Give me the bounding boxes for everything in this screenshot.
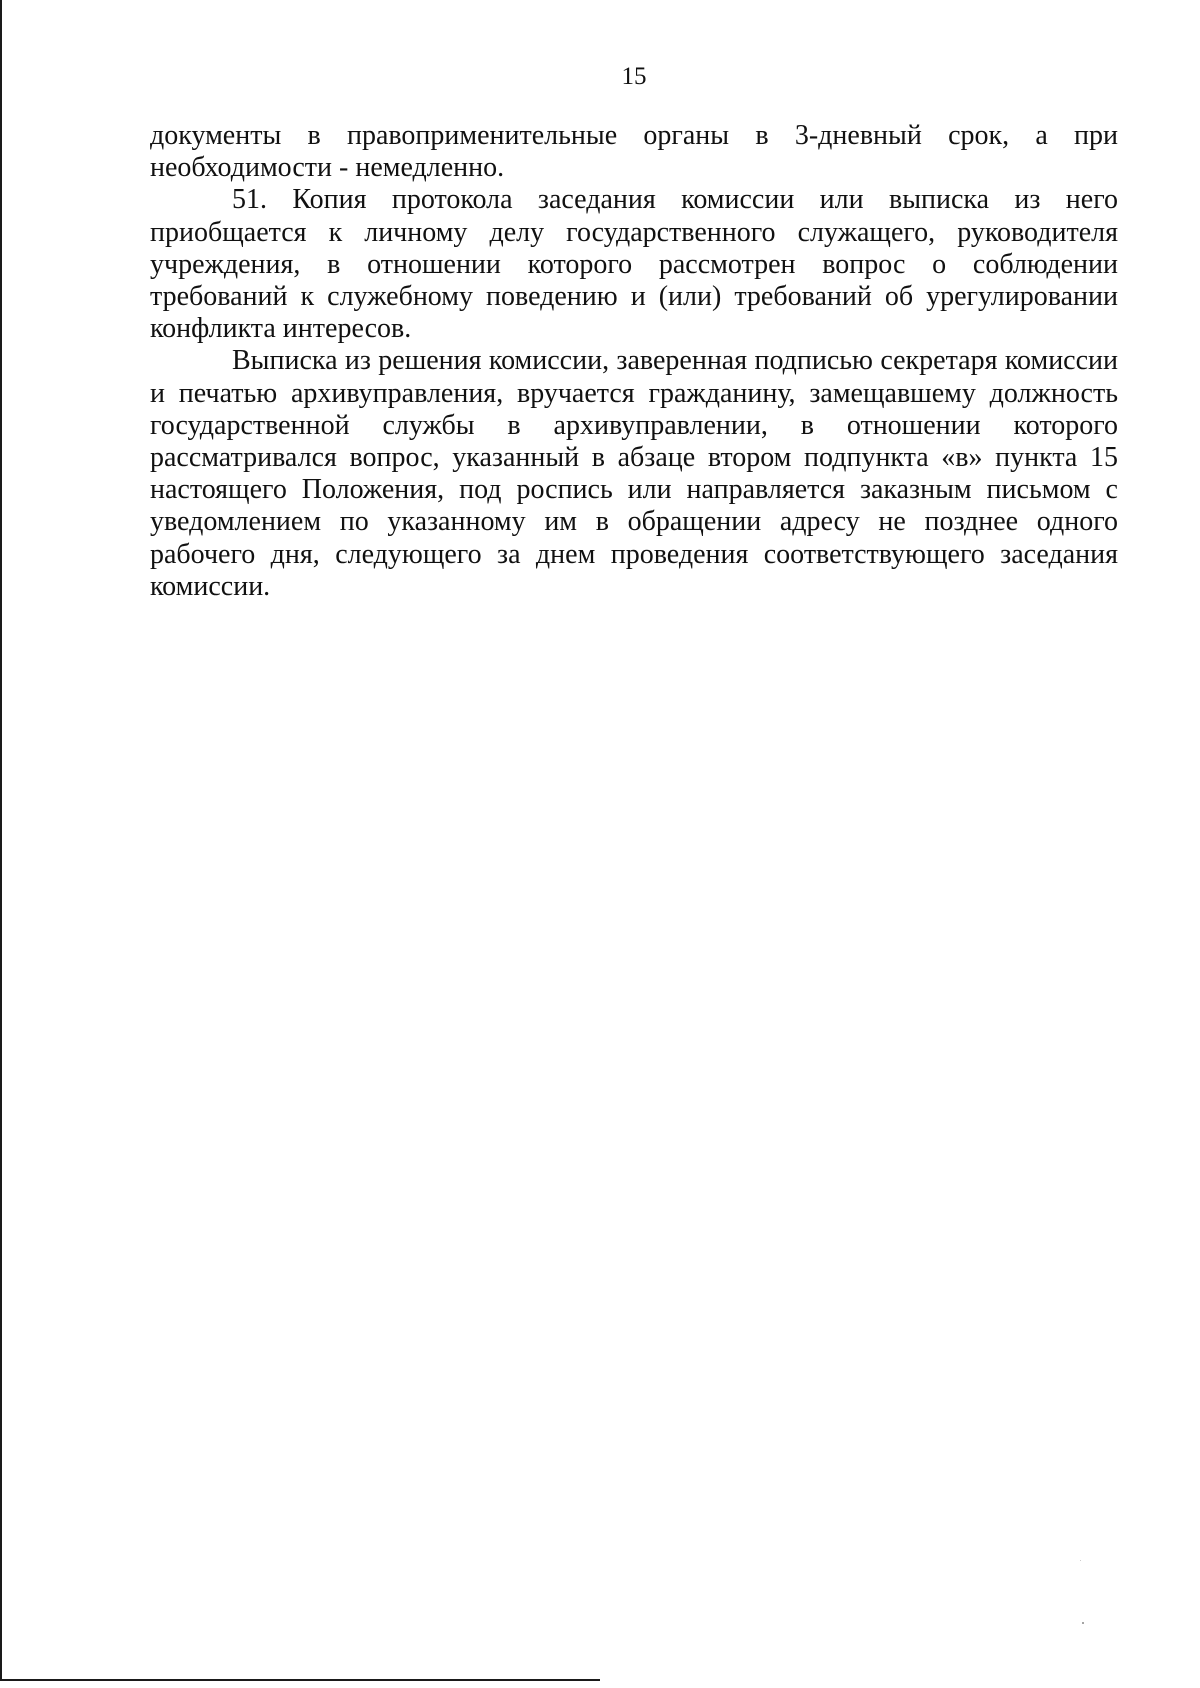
paragraph-item-51: 51. Копия протокола заседания комиссии или выписка из него приобщается к личному делу государственного служащего, руководителя учреждения, в отношении которого рассмотрен вопрос о соблюдении требований к служебному поведению и (или) требований об урегулировании конфликта интересов. [150, 184, 1118, 345]
page-number: 15 [621, 63, 647, 90]
scan-edge-bottom [0, 1679, 600, 1681]
scan-speck [1080, 1560, 1081, 1561]
scan-speck [1082, 1622, 1084, 1624]
scan-edge-left [0, 0, 2, 1680]
paragraph-extract: Выписка из решения комиссии, заверенная подписью секретаря комиссии и печатью архивуправления, вручается гражданину, замещавшему должность государственной службы в архивуправлении, в отношении которого рассматривался вопрос, указанный в абзаце втором подпункта «в» пункта 15 настоящего Положения, под роспись или направляется заказным письмом с уведомлением по указанному им в обращении адресу не позднее одного рабочего дня, следующего за днем проведения соответствующего заседания комиссии. [150, 345, 1118, 602]
document-body [150, 120, 1118, 603]
paragraph-continuation: документы в правоприменительные органы в 3-дневный срок, а при необходимости - немедленно. [150, 120, 1118, 184]
